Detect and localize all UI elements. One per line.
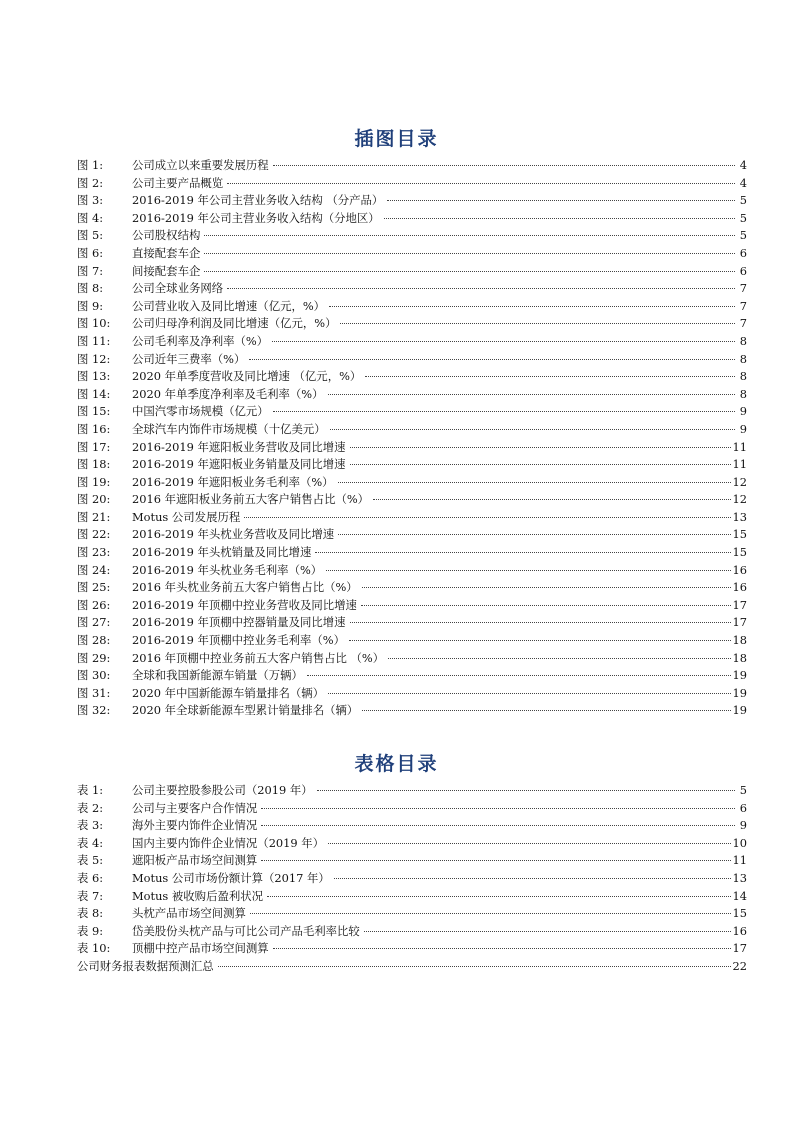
tables-list [77, 782, 747, 976]
leader-dots [250, 913, 731, 914]
figure-entry-title: 间接配套车企 [132, 263, 201, 278]
figure-entry-page-number: 5 [739, 193, 747, 208]
table-entry-page-number: 9 [739, 818, 747, 833]
figure-entry[interactable] [77, 210, 747, 228]
figure-entry-title: 2016-2019 年头枕销量及同比增速 [132, 545, 312, 560]
figure-entry-title: 2016-2019 年头枕业务毛利率（%） [132, 562, 323, 577]
table-entry-label: 表 4: [77, 835, 104, 850]
figure-entry-label: 图 12: [77, 351, 111, 366]
figure-entry-page-number: 15 [732, 545, 747, 560]
figure-entry-page-number: 9 [739, 421, 747, 436]
leader-dots [334, 878, 731, 879]
figure-entry-title: 公司股权结构 [132, 228, 201, 243]
figure-entry-title: 2016-2019 年顶棚中控业务营收及同比增速 [132, 597, 357, 612]
figures-list-title: 插图目录 [354, 128, 439, 150]
leader-dots [261, 825, 735, 826]
table-entry-page-number: 11 [732, 853, 747, 868]
figure-entry-title: 2016 年头枕业务前五大客户销售占比（%） [132, 580, 358, 595]
table-entry-page-number: 13 [732, 870, 747, 885]
table-entry-title: Motus 被收购后盈利状况 [132, 888, 264, 903]
figure-entry-title: 中国汽零市场规模（亿元） [132, 404, 269, 419]
figure-entry-label: 图 26: [77, 597, 111, 612]
figure-entry-label: 图 4: [77, 210, 104, 225]
figure-entry[interactable] [77, 456, 747, 474]
leader-dots [273, 948, 731, 949]
figure-entry-title: 2016-2019 年头枕业务营收及同比增速 [132, 527, 335, 542]
leader-dots [350, 447, 731, 448]
leader-dots [261, 808, 735, 809]
table-entry[interactable] [77, 905, 747, 923]
figure-entry[interactable] [77, 579, 747, 597]
figure-entry-label: 图 6: [77, 245, 104, 260]
figure-entry[interactable] [77, 403, 747, 421]
figure-entry-page-number: 7 [739, 298, 747, 313]
leader-dots [273, 165, 735, 166]
figure-entry-title: 2020 年全球新能源车型累计销量排名（辆） [132, 703, 359, 718]
table-entry-title: 头枕产品市场空间测算 [132, 906, 246, 921]
table-entry-label: 表 1: [77, 783, 104, 797]
figure-entry-page-number: 19 [732, 668, 747, 683]
figure-entry-label: 图 9: [77, 298, 104, 313]
figure-entry-page-number: 18 [732, 633, 747, 648]
figure-entry-page-number: 5 [739, 228, 747, 243]
figure-entry-page-number: 13 [732, 509, 747, 524]
leader-dots [227, 183, 735, 184]
figure-entry-label: 图 3: [77, 193, 104, 208]
leader-dots [349, 640, 731, 641]
table-entry-title: 海外主要内饰件企业情况 [132, 818, 258, 833]
figure-entry-title: 公司成立以来重要发展历程 [132, 158, 269, 172]
figure-entry-title: 全球汽车内饰件市场规模（十亿美元） [132, 421, 326, 436]
leader-dots [340, 323, 735, 324]
figure-entry-label: 图 16: [77, 421, 111, 436]
figure-entry-title: 公司营业收入及同比增速（亿元，%） [132, 298, 326, 313]
figure-entry[interactable] [77, 386, 747, 404]
leader-dots [373, 499, 730, 500]
leader-dots [338, 534, 730, 535]
figure-entry-page-number: 11 [732, 457, 747, 472]
leader-dots [350, 464, 731, 465]
table-entry[interactable] [77, 852, 747, 870]
table-entry-title: 遮阳板产品市场空间测算 [132, 853, 258, 868]
leader-dots [204, 271, 735, 272]
figure-entry-title: Motus 公司发展历程 [132, 509, 241, 524]
leader-dots [384, 218, 735, 219]
figure-entry-label: 图 14: [77, 386, 111, 401]
figure-entry-label: 图 30: [77, 668, 111, 683]
table-entry-label: 表 9: [77, 923, 104, 938]
figure-entry[interactable] [77, 280, 747, 298]
leader-dots [330, 429, 735, 430]
table-entry-label: 表 5: [77, 853, 104, 868]
figure-entry-label: 图 15: [77, 404, 111, 419]
figure-entry-label: 图 24: [77, 562, 111, 577]
figure-entry[interactable] [77, 491, 747, 509]
figure-entry-label: 图 1: [77, 158, 104, 172]
figure-entry[interactable] [77, 526, 747, 544]
figure-entry-title: 2016-2019 年遮阳板业务销量及同比增速 [132, 457, 346, 472]
figure-entry-page-number: 7 [739, 281, 747, 296]
leader-dots [387, 200, 735, 201]
table-entry[interactable] [77, 800, 747, 818]
table-entry-label: 表 7: [77, 888, 104, 903]
figure-entry-title: 2016-2019 年顶棚中控器销量及同比增速 [132, 615, 346, 630]
table-entry[interactable] [77, 782, 747, 800]
figure-entry-label: 图 32: [77, 703, 111, 718]
figure-entry[interactable] [77, 614, 747, 632]
figure-entry-page-number: 19 [732, 703, 747, 718]
figure-entry-label: 图 19: [77, 474, 111, 489]
figure-entry-label: 图 7: [77, 263, 104, 278]
table-entry[interactable] [77, 923, 747, 941]
leader-dots [249, 359, 735, 360]
figure-entry[interactable] [77, 509, 747, 527]
table-entry-title: 公司财务报表数据预测汇总 [77, 958, 214, 973]
table-entry-title: 岱美股份头枕产品与可比公司产品毛利率比较 [132, 923, 360, 938]
table-entry-page-number: 16 [732, 923, 747, 938]
leader-dots [361, 605, 731, 606]
table-entry-page-number: 15 [732, 906, 747, 921]
table-entry-page-number: 5 [739, 783, 747, 797]
figure-entry-label: 图 10: [77, 316, 111, 331]
leader-dots [326, 570, 730, 571]
table-entry-label: 表 3: [77, 818, 104, 833]
figure-entry-page-number: 19 [732, 685, 747, 700]
figure-entry-title: 2020 年单季度净利率及毛利率（%） [132, 386, 324, 401]
figure-entry-label: 图 11: [77, 333, 111, 348]
table-entry-title: Motus 公司市场份额计算（2017 年） [132, 870, 330, 885]
figure-entry-page-number: 5 [739, 210, 747, 225]
figure-entry-title: 2016 年顶棚中控业务前五大客户销售占比 （%） [132, 650, 385, 665]
leader-dots [329, 306, 735, 307]
leader-dots [204, 235, 735, 236]
figure-entry-label: 图 29: [77, 650, 111, 665]
figure-entry-label: 图 27: [77, 615, 111, 630]
figure-entry-title: 2016-2019 年遮阳板业务毛利率（%） [132, 474, 334, 489]
figure-entry-title: 2016 年遮阳板业务前五大客户销售占比（%） [132, 492, 370, 507]
figure-entry-title: 2020 年单季度营收及同比增速 （亿元，%） [132, 369, 362, 384]
figure-entry-page-number: 11 [732, 439, 747, 454]
leader-dots [362, 587, 731, 588]
figure-entry[interactable] [77, 597, 747, 615]
figure-entry-title: 2020 年中国新能源车销量排名（辆） [132, 685, 325, 700]
leader-dots [328, 394, 735, 395]
figure-entry-title: 公司毛利率及净利率（%） [132, 333, 269, 348]
figure-entry[interactable] [77, 562, 747, 580]
leader-dots [350, 622, 731, 623]
figure-entry-label: 图 25: [77, 580, 111, 595]
leader-dots [338, 482, 731, 483]
table-entry-title: 公司主要控股参股公司（2019 年） [132, 783, 313, 797]
figure-entry-label: 图 21: [77, 509, 111, 524]
table-entry[interactable] [77, 817, 747, 835]
figure-entry-page-number: 16 [732, 580, 747, 595]
leader-dots [364, 931, 731, 932]
table-entry-page-number: 14 [732, 888, 747, 903]
figure-entry-title: 直接配套车企 [132, 245, 201, 260]
figure-entry[interactable] [77, 474, 747, 492]
figure-entry-page-number: 7 [739, 316, 747, 331]
table-entry-page-number: 17 [732, 941, 747, 956]
figure-entry-page-number: 15 [732, 527, 747, 542]
table-entry[interactable] [77, 940, 747, 958]
leader-dots [362, 710, 730, 711]
figure-entry-title: 2016-2019 年公司主营业务收入结构（分地区） [132, 210, 380, 225]
table-entry-label: 表 10: [77, 941, 111, 956]
figure-entry[interactable] [77, 702, 747, 720]
table-entry-page-number: 10 [732, 835, 747, 850]
table-entry-title: 国内主要内饰件企业情况（2019 年） [132, 835, 325, 850]
figure-entry[interactable] [77, 245, 747, 263]
figure-entry[interactable] [77, 333, 747, 351]
figure-entry[interactable] [77, 157, 747, 175]
figure-entry-label: 图 13: [77, 369, 111, 384]
table-entry-label: 表 2: [77, 800, 104, 815]
leader-dots [388, 658, 730, 659]
figure-entry[interactable] [77, 298, 747, 316]
table-entry[interactable] [77, 835, 747, 853]
figure-entry[interactable] [77, 667, 747, 685]
leader-dots [317, 790, 735, 791]
figure-entry-page-number: 8 [739, 369, 747, 384]
leader-dots [328, 843, 730, 844]
leader-dots [272, 341, 735, 342]
figure-entry[interactable] [77, 632, 747, 650]
table-entry[interactable] [77, 870, 747, 888]
figure-entry-page-number: 16 [732, 562, 747, 577]
leader-dots [218, 966, 731, 967]
figure-entry-page-number: 8 [739, 333, 747, 348]
table-entry[interactable] [77, 888, 747, 906]
figure-entry-title: 公司归母净利润及同比增速（亿元，%） [132, 316, 337, 331]
leader-dots [315, 552, 730, 553]
figure-entry-label: 图 23: [77, 545, 111, 560]
leader-dots [261, 860, 730, 861]
figure-entry-page-number: 12 [732, 474, 747, 489]
leader-dots [307, 675, 731, 676]
figure-entry-page-number: 18 [732, 650, 747, 665]
figure-entry-page-number: 6 [739, 263, 747, 278]
figure-entry-title: 全球和我国新能源车销量（万辆） [132, 668, 303, 683]
leader-dots [273, 411, 735, 412]
leader-dots [227, 288, 735, 289]
figure-entry[interactable] [77, 368, 747, 386]
figure-entry-title: 公司主要产品概览 [132, 175, 224, 190]
figure-entry-title: 公司近年三费率（%） [132, 351, 246, 366]
leader-dots [365, 376, 735, 377]
table-entry-page-number: 22 [732, 958, 747, 973]
table-entry-title: 顶棚中控产品市场空间测算 [132, 941, 269, 956]
figure-entry-title: 2016-2019 年顶棚中控业务毛利率（%） [132, 633, 345, 648]
figure-entry-page-number: 17 [732, 615, 747, 630]
figure-entry[interactable] [77, 175, 747, 193]
figure-entry-label: 图 17: [77, 439, 111, 454]
figure-entry[interactable] [77, 544, 747, 562]
figure-entry-page-number: 9 [739, 404, 747, 419]
table-entry-label: 表 8: [77, 906, 104, 921]
figure-entry[interactable] [77, 315, 747, 333]
figure-entry-label: 图 5: [77, 228, 104, 243]
leader-dots [244, 517, 730, 518]
figure-entry[interactable] [77, 439, 747, 457]
figure-entry[interactable] [77, 192, 747, 210]
figures-list [77, 157, 747, 720]
table-entry-label: 表 6: [77, 870, 104, 885]
figure-entry[interactable] [77, 351, 747, 369]
figure-entry-page-number: 8 [739, 386, 747, 401]
figure-entry[interactable] [77, 263, 747, 281]
figure-entry-label: 图 2: [77, 175, 104, 190]
figure-entry-label: 图 18: [77, 457, 111, 472]
tables-list-title: 表格目录 [354, 753, 439, 775]
table-entry-page-number: 6 [739, 800, 747, 815]
figure-entry-title: 2016-2019 年遮阳板业务营收及同比增速 [132, 439, 346, 454]
figure-entry-label: 图 8: [77, 281, 104, 296]
leader-dots [204, 253, 735, 254]
leader-dots [267, 896, 730, 897]
figure-entry-label: 图 20: [77, 492, 111, 507]
figure-entry-label: 图 22: [77, 527, 111, 542]
figure-entry-title: 公司全球业务网络 [132, 281, 224, 296]
table-entry[interactable] [77, 958, 747, 976]
leader-dots [328, 693, 730, 694]
figure-entry[interactable] [77, 227, 747, 245]
figure-entry[interactable] [77, 685, 747, 703]
figure-entry-page-number: 17 [732, 597, 747, 612]
figure-entry-label: 图 28: [77, 633, 111, 648]
figure-entry-title: 2016-2019 年公司主营业务收入结构 （分产品） [132, 193, 384, 208]
figure-entry[interactable] [77, 421, 747, 439]
figure-entry-page-number: 4 [739, 158, 747, 172]
figure-entry-page-number: 4 [739, 175, 747, 190]
figure-entry-page-number: 12 [732, 492, 747, 507]
figure-entry[interactable] [77, 650, 747, 668]
figure-entry-label: 图 31: [77, 685, 111, 700]
figure-entry-page-number: 6 [739, 245, 747, 260]
table-entry-title: 公司与主要客户合作情况 [132, 800, 258, 815]
figure-entry-page-number: 8 [739, 351, 747, 366]
